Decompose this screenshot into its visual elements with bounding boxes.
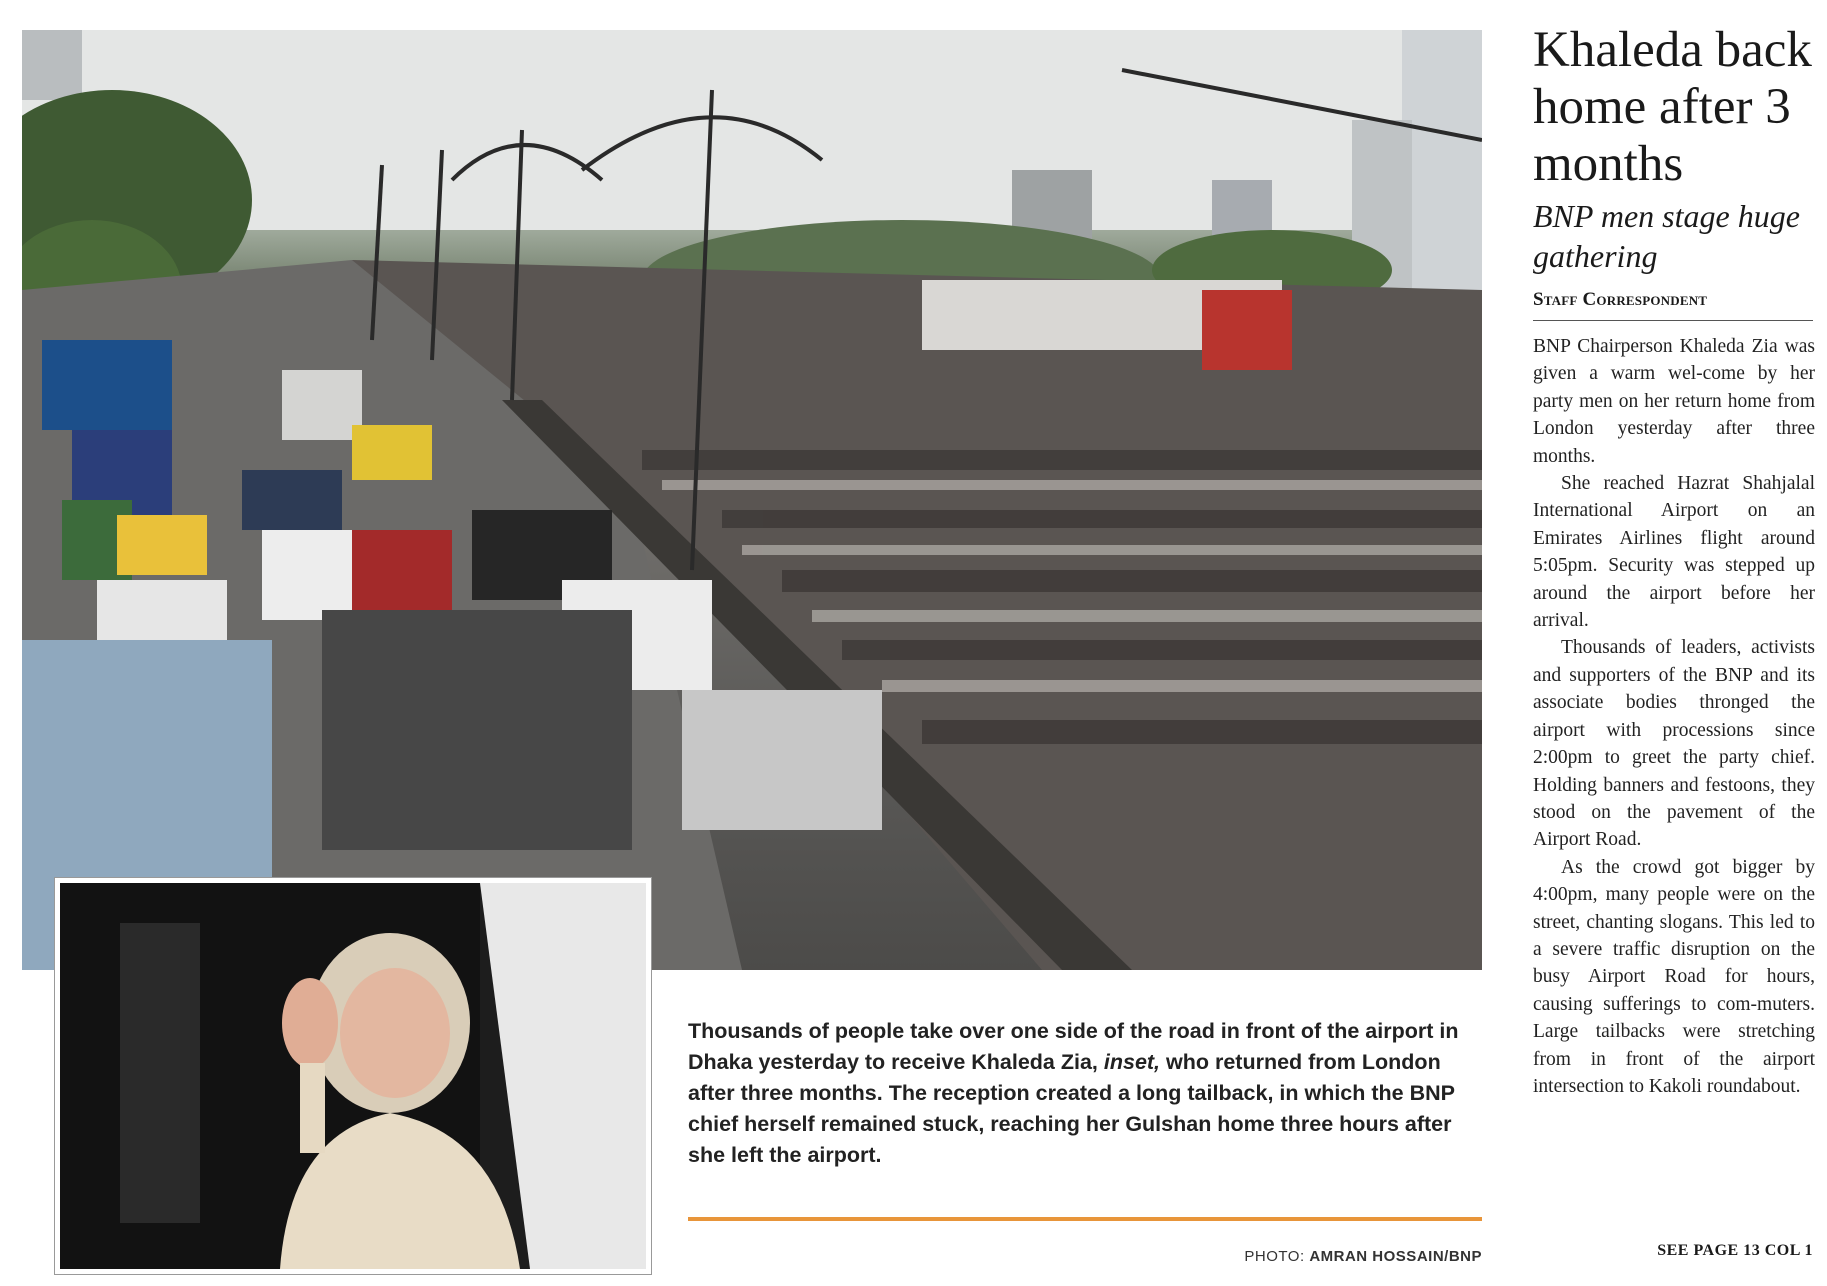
article-paragraph: As the crowd got bigger by 4:00pm, many people were on the street, chanting slogans. This led to a severe traffic disruption on the busy Airport Road for hours, causing sufferings to com-muters. Large tailbacks were stretching from in front of the airport intersection to Kakoli roundabout.	[1533, 856, 1815, 1097]
article-paragraph: Thousands of leaders, activists and supporters of the BNP and its associate bodies thronged the airport with processions since 2:00pm to greet the party chief. Holding banners and festoons, they stood on the pavement of the Airport Road.	[1533, 637, 1815, 851]
caption-text-after: who returned from London after three months. The reception created a long tailback, in which the BNP chief herself remained stuck, reaching her Gulshan home three hours after she left the airport.	[688, 1050, 1455, 1167]
byline-divider	[1533, 320, 1813, 321]
caption-divider	[688, 1217, 1482, 1221]
article-paragraph: BNP Chairperson Khaleda Zia was given a warm wel-come by her party men on her return home from London yesterday after three months.	[1533, 336, 1815, 467]
crowd-road-illustration	[22, 30, 1482, 970]
article-body	[1533, 333, 1815, 1100]
article-paragraph: She reached Hazrat Shahjalal International Airport on an Emirates Airlines flight around 5:05pm. Security was stepped up around the airport before her arrival.	[1533, 473, 1815, 632]
main-photo	[22, 30, 1482, 970]
inset-photo	[55, 878, 651, 1274]
subheadline: BNP men stage huge gathering	[1533, 198, 1800, 274]
inset-portrait-illustration	[60, 883, 646, 1269]
continued-reference[interactable]: SEE PAGE 13 COL 1	[1657, 1242, 1813, 1259]
headline: Khaleda back home after 3 months	[1533, 22, 1812, 192]
photo-credit-label: PHOTO:	[1244, 1248, 1305, 1265]
photo-credit	[1244, 1248, 1482, 1265]
byline: Staff Correspondent	[1533, 289, 1708, 310]
photo-caption	[688, 1016, 1478, 1171]
caption-text-before: Thousands of people take over one side of the road in front of the airport in Dhaka yesterday to receive Khaleda Zia,	[688, 1019, 1459, 1074]
photo-credit-name: AMRAN HOSSAIN/BNP	[1309, 1248, 1482, 1265]
caption-inset-word: inset,	[1103, 1050, 1161, 1074]
